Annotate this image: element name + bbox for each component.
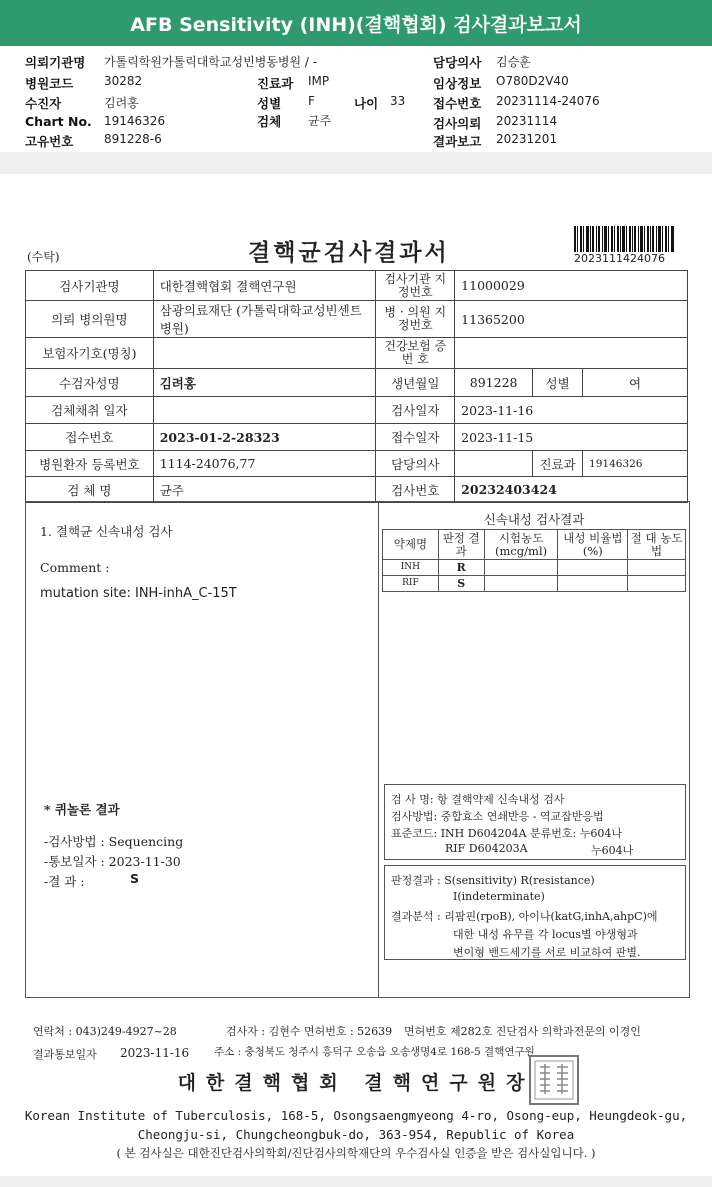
- specimen-doc-label: 검 체 명: [26, 477, 154, 503]
- chart-label: Chart No.: [25, 114, 92, 129]
- health-ins-value: [455, 338, 688, 369]
- patient-label: 수진자: [25, 96, 62, 111]
- receipt-date-label: 접수일자: [376, 424, 455, 451]
- patient-info-panel: [0, 46, 712, 152]
- divider: [378, 502, 379, 997]
- row-inh-result: R: [438, 560, 484, 576]
- footer-address: 주소 : 충청북도 청주시 흥덕구 오송읍 오송생명4로 168-5 결핵연구원: [214, 1046, 535, 1058]
- request-label: 검사의뢰: [433, 116, 482, 131]
- footer-tester: 검사자 : 김현수 면허번호 : 52639: [226, 1025, 393, 1038]
- quinolone-result-value: S: [130, 871, 140, 886]
- method-line4b: 누604나: [591, 844, 634, 857]
- request-info-table: [25, 270, 688, 503]
- hospital-value: 가톨릭학원가톨릭대학교성빈병동병원 / -: [104, 55, 318, 69]
- header-absolute: 절 대 농도법: [628, 530, 686, 560]
- test-org-label: 검사기관명: [26, 271, 154, 301]
- birth-label: 생년월일: [376, 369, 455, 397]
- footer-notify-date: 2023-11-16: [120, 1046, 190, 1060]
- receipt-date-value: 2023-11-15: [455, 424, 688, 451]
- quinolone-result-prefix: -결 과 :: [44, 874, 85, 889]
- footer-contact: 연락처 : 043)249-4927~28: [33, 1025, 177, 1038]
- barcode-icon: [574, 226, 674, 252]
- section1-title: 1. 결핵균 신속내성 검사: [40, 524, 173, 539]
- method-line2: 검사방법: 중합효소 연쇄반응 - 역교잡반응법: [391, 810, 604, 823]
- rapid-result-table: [382, 529, 686, 592]
- row-rif-drug: RIF: [383, 576, 439, 592]
- english-address-line1: Korean Institute of Tuberculosis, 168-5, Osongsaengmyeong 4-ro, Osong-eup, Heungdeok-gu,: [24, 1108, 688, 1123]
- req-hosp-no-label: 병 · 의원 지정번호: [376, 301, 455, 338]
- clinical-label: 임상정보: [433, 76, 482, 91]
- interp-line4: 대한 내성 유무를 각 locus별 야생형과: [453, 928, 638, 941]
- row-inh-ratio: [558, 560, 628, 576]
- row-inh-abs: [628, 560, 686, 576]
- test-org-value: 대한결핵협회 결핵연구원: [153, 271, 376, 301]
- interpretation-box: [384, 865, 686, 960]
- req-hosp-value: 삼광의료재단 (가톨릭대학교성빈센트병원): [153, 301, 376, 338]
- comment-label: Comment :: [40, 560, 110, 575]
- req-hosp-no-value: 11365200: [455, 301, 688, 338]
- receipt-value: 20231114-24076: [496, 94, 600, 108]
- birth-value: 891228: [455, 369, 533, 397]
- unique-label: 고유번호: [25, 134, 74, 149]
- specimen-value: 균주: [308, 114, 332, 128]
- row-inh-drug: INH: [383, 560, 439, 576]
- clinical-value: O780D2V40: [496, 74, 569, 88]
- health-ins-label: 건강보험 증 번 호: [376, 338, 455, 369]
- test-date-label: 검사일자: [376, 397, 455, 424]
- scanned-result-document: [0, 174, 712, 1176]
- request-value: 20231114: [496, 114, 558, 128]
- sex-value: F: [308, 94, 315, 108]
- doctor-value: 김승훈: [496, 55, 531, 69]
- insured-value: [153, 338, 376, 369]
- report-label: 결과보고: [433, 134, 482, 149]
- barcode-number: 2023111424076: [574, 252, 665, 265]
- interp-line2: I(indeterminate): [453, 890, 545, 903]
- patient-value: 김려홍: [104, 96, 139, 110]
- mutation-site: mutation site: INH-inhA_C-15T: [40, 586, 237, 601]
- chart-value: 19146326: [104, 114, 166, 128]
- hospital-label: 의뢰기관명: [25, 55, 86, 70]
- patient-reg-label: 병원환자 등록번호: [26, 451, 154, 477]
- sex-doc-value: 여: [583, 369, 688, 397]
- req-hosp-label: 의뢰 병의원명: [26, 301, 154, 338]
- document-title: 결핵균검사결과서: [248, 239, 450, 266]
- rapid-result-title: 신속내성 검사결과: [483, 512, 585, 527]
- test-no-label: 검사번호: [376, 477, 455, 503]
- institute-name: 대한결핵협회 결핵연구원장: [177, 1072, 535, 1094]
- method-box: [384, 784, 686, 860]
- quinolone-notice: -통보일자 : 2023-11-30: [44, 854, 181, 869]
- test-no-value: 20232403424: [455, 477, 688, 503]
- bottom-bar: [0, 1176, 712, 1187]
- patient-reg-value: 1114-24076,77: [153, 451, 376, 477]
- quinolone-title: * 퀴놀론 결과: [44, 802, 120, 817]
- doctor-doc-value: [455, 451, 533, 477]
- row-rif-conc: [484, 576, 558, 592]
- sex-doc-label: 성별: [533, 369, 583, 397]
- interp-line3: 결과분석 : 리팜핀(rpoB), 아이나(katG,inhA,ahpC)에: [391, 910, 658, 923]
- dept-label: 진료과: [257, 76, 294, 91]
- footer-specialist: 면허번호 제282호 진단검사 의학과전문의 이경인: [404, 1025, 641, 1038]
- row-inh-conc: [484, 560, 558, 576]
- code-value: 30282: [104, 74, 143, 88]
- specimen-label: 검체: [257, 114, 282, 129]
- doctor-doc-label: 담당의사: [376, 451, 455, 477]
- header-result: 판정 결과: [438, 530, 484, 560]
- test-org-no-value: 11000029: [455, 271, 688, 301]
- report-title-bar: [0, 0, 712, 46]
- doctor-label: 담당의사: [433, 55, 482, 70]
- name-value: 김려홍: [153, 369, 376, 397]
- footer-notify-label: 결과통보일자: [33, 1048, 97, 1061]
- test-date-value: 2023-11-16: [455, 397, 688, 424]
- row-rif-abs: [628, 576, 686, 592]
- method-line4: RIF D604203A: [445, 842, 528, 855]
- english-address-line2: Cheongju-si, Chungcheongbuk-do, 363-954, Republic of Korea: [137, 1127, 575, 1142]
- interp-line1: 판정결과 : S(sensitivity) R(resistance): [391, 874, 595, 887]
- dept-doc-value: 19146326: [583, 451, 688, 477]
- collect-label: 검체채취 일자: [26, 397, 154, 424]
- receipt-label: 접수번호: [433, 96, 482, 111]
- report-value: 20231201: [496, 132, 558, 146]
- report-title: AFB Sensitivity (INH)(결핵협회) 검사결과보고서: [130, 13, 582, 36]
- interp-line5: 변이형 밴드세기를 서로 비교하여 판별.: [453, 946, 641, 959]
- quinolone-method: -검사방법 : Sequencing: [44, 834, 184, 849]
- row-rif-ratio: [558, 576, 628, 592]
- header-drug: 약제명: [383, 530, 439, 560]
- row-rif-result: S: [438, 576, 484, 592]
- official-seal-icon: [528, 1054, 580, 1106]
- unique-value: 891228-6: [104, 132, 162, 146]
- insured-label: 보험자기호(명칭): [26, 338, 154, 369]
- age-value: 33: [390, 94, 406, 108]
- received-mark: (수탁): [27, 250, 60, 264]
- name-label: 수검자성명: [26, 369, 154, 397]
- specimen-doc-value: 균주: [153, 477, 376, 503]
- separator-bar: [0, 152, 712, 174]
- header-concentration: 시험농도 (mcg/ml): [484, 530, 558, 560]
- receipt-no-label: 접수번호: [26, 424, 154, 451]
- sex-label: 성별: [257, 96, 282, 111]
- collect-value: [153, 397, 376, 424]
- dept-value: IMP: [308, 74, 330, 88]
- certification-note: ( 본 검사실은 대한진단검사의학회/진단검사의학재단의 우수검사실 인증을 받은 검사실입니다. ): [116, 1146, 596, 1160]
- code-label: 병원코드: [25, 76, 74, 91]
- method-line1: 검 사 명: 항 결핵약제 신속내성 검사: [391, 793, 565, 806]
- test-org-no-label: 검사기관 지정번호: [376, 271, 455, 301]
- receipt-no-value: 2023-01-2-28323: [153, 424, 376, 451]
- result-section: [25, 501, 690, 998]
- dept-doc-label: 진료과: [533, 451, 583, 477]
- method-line3: 표준코드: INH D604204A 분류번호: 누604나: [391, 827, 622, 840]
- header-ratio: 내성 비율법(%): [558, 530, 628, 560]
- age-label: 나이: [354, 96, 379, 111]
